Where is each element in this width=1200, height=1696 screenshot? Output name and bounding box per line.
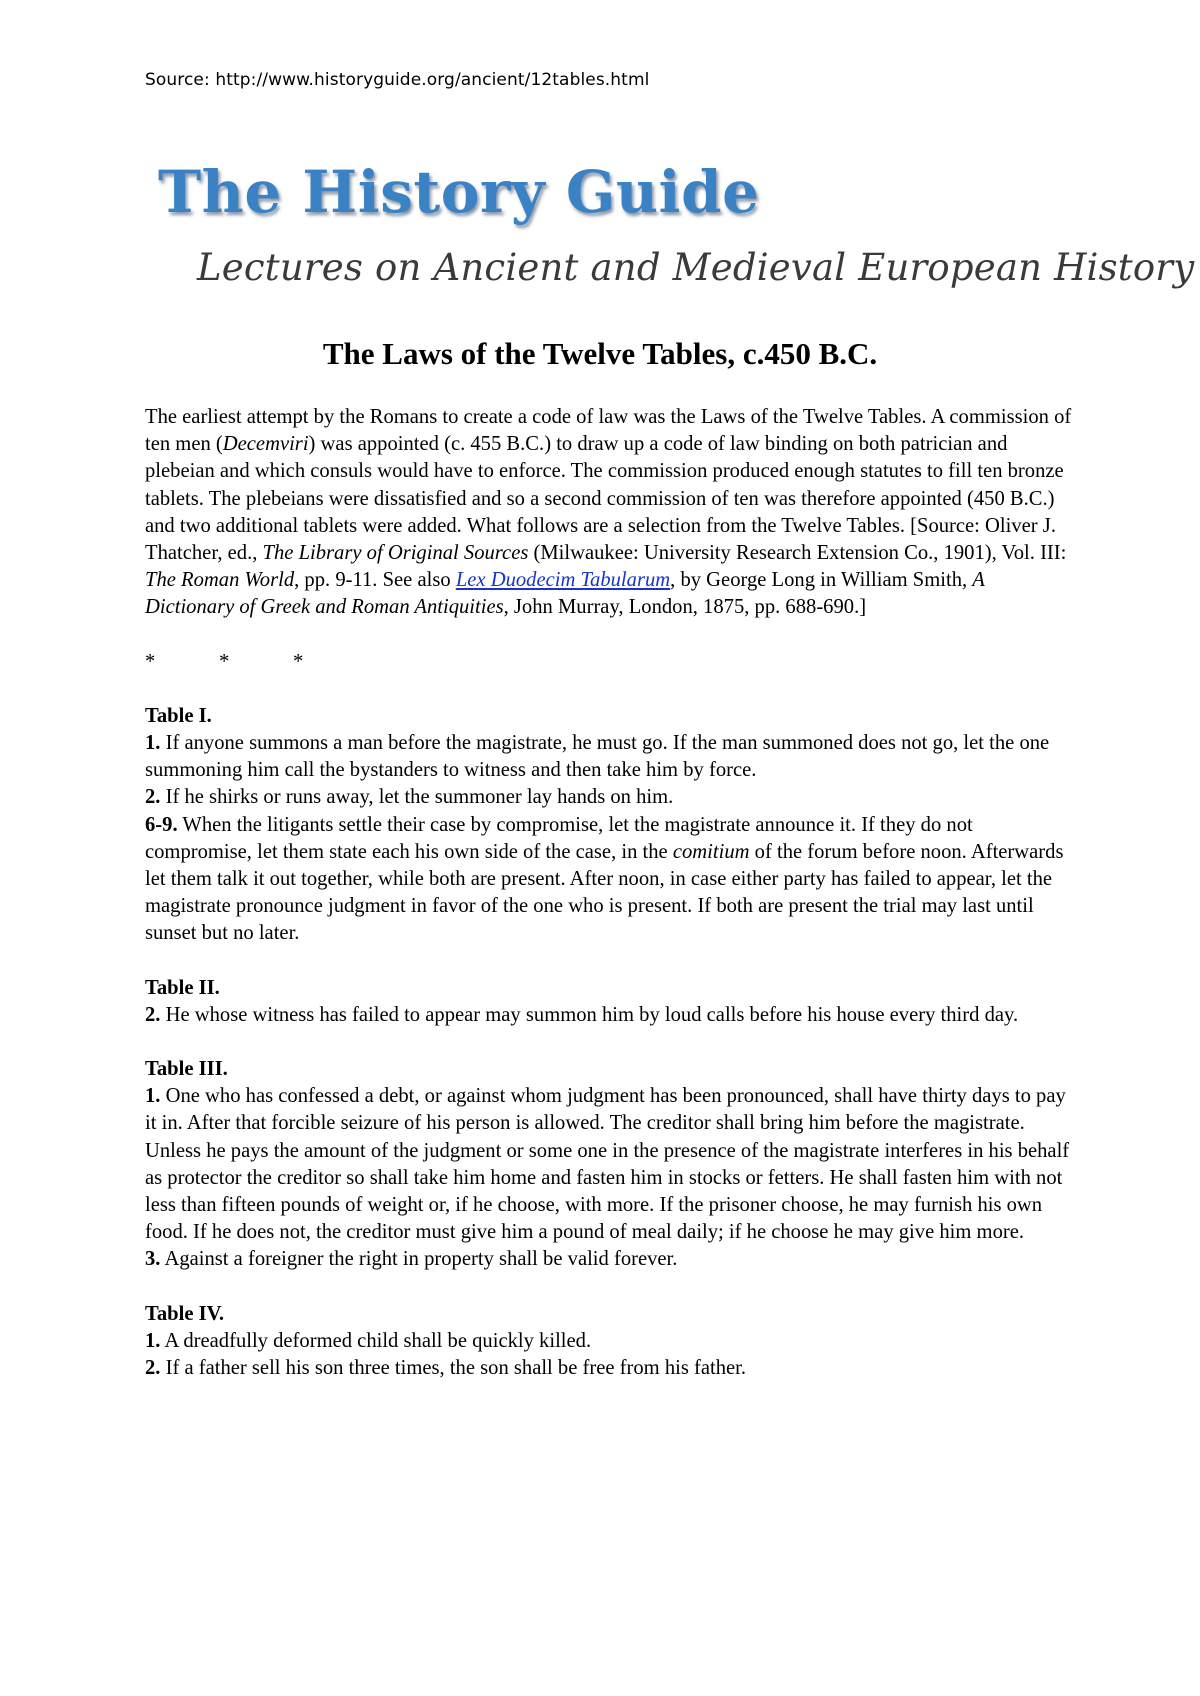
law-item [145, 1246, 1075, 1273]
law-text: If anyone summons a man before the magistrate, he must go. If the man summoned does not go, let the one summoning him call the bystanders to witness and then take him by force. [145, 732, 1050, 782]
intro-text: The earliest attempt by the Romans to create a code of law was the Laws of the Twelve Tables. A commission of ten men ( [145, 406, 1072, 456]
table-heading: Table IV. [145, 1302, 224, 1325]
law-text: If he shirks or runs away, let the summoner lay hands on him. [160, 786, 674, 809]
intro-book-title: The Library of Original Sources [262, 542, 529, 565]
law-item [145, 784, 1075, 811]
intro-text: ) was appointed (c. 455 B.C.) to draw up a code of law binding on both patrician and plebeian and which consuls would have to enforce. The commission produced enough statutes to fill ten bronze tablets. The plebeians were dissatisfied and so a second commission of ten was therefore appointed (450 B.C.) and two additional tablets were added. What follows are a selection from the Twelve Tables. [Source: Oliver J. Thatcher, ed., [145, 433, 1064, 565]
law-item [145, 1002, 1075, 1029]
law-number: 2. [145, 1003, 161, 1026]
document-body [145, 404, 1075, 1382]
law-number: 6-9. [145, 813, 178, 836]
page-title: The Laws of the Twelve Tables, c.450 B.C. [322, 336, 878, 371]
site-logo-title: The History Guide [158, 158, 760, 226]
intro-text: , John Murray, London, 1875, pp. 688-690.] [503, 596, 867, 619]
law-item [145, 730, 1075, 784]
law-text: One who has confessed a debt, or against whom judgment has been pronounced, shall have thirty days to pay it in. After that forcible seizure of his person is allowed. The creditor shall bring him before the magistrate. Unless he pays the amount of the judgment or some one in the presence of the magistrate interferes in his behalf as protector the creditor so shall take him home and fasten him in stocks or fetters. He shall fasten him with not less than fifteen pounds of weight or, if he choose, with more. If the prisoner choose, he may furnish his own food. If he does not, the creditor must give him a pound of meal daily; if he choose he may give him more. [145, 1085, 1070, 1244]
law-number: 2. [145, 786, 161, 809]
law-number: 1. [145, 1329, 161, 1352]
source-url: Source: http://www.historyguide.org/ancient/12tables.html [145, 70, 650, 90]
law-number: 3. [145, 1248, 161, 1271]
law-number: 1. [145, 732, 161, 755]
intro-text: , by George Long in William Smith, [670, 569, 973, 592]
law-text: Against a foreigner the right in property shall be valid forever. [160, 1248, 678, 1271]
intro-book-title: The Roman World [145, 569, 295, 592]
law-item [145, 1083, 1075, 1246]
separator-star: * [145, 650, 156, 673]
separator-star: * [219, 650, 230, 673]
law-number: 1. [145, 1085, 161, 1108]
table-heading: Table III. [145, 1058, 228, 1081]
section-separator [145, 649, 1075, 676]
intro-text: , pp. 9-11. See also [294, 569, 456, 592]
law-item [145, 812, 1075, 948]
law-number: 2. [145, 1357, 161, 1380]
law-item [145, 1328, 1075, 1355]
table-heading: Table I. [145, 704, 212, 727]
lex-duodecim-link[interactable]: Lex Duodecim Tabularum [455, 569, 671, 592]
law-text: If a father sell his son three times, the son shall be free from his father. [160, 1357, 747, 1380]
law-item [145, 1355, 1075, 1382]
law-term-comitium: comitium [672, 840, 750, 863]
intro-book-title: A Dictionary of Greek and Roman Antiquities [145, 569, 985, 619]
site-logo-subtitle: Lectures on Ancient and Medieval European History [197, 246, 1195, 289]
law-text: of the forum before noon. Afterwards let them talk it out together, while both are present. After noon, in case either party has failed to appear, let the magistrate pronounce judgment in favor of the one who is present. If both are present the trial may last until sunset but no later. [145, 840, 1064, 945]
intro-text: (Milwaukee: University Research Extension Co., 1901), Vol. III: [528, 542, 1067, 565]
separator-star: * [293, 650, 304, 673]
intro-paragraph [145, 404, 1075, 622]
intro-decemviri: Decemviri [222, 433, 309, 456]
law-text: When the litigants settle their case by compromise, let the magistrate announce it. If they do not compromise, let them state each his own side of the case, in the [145, 813, 973, 863]
law-text: A dreadfully deformed child shall be quickly killed. [160, 1329, 592, 1352]
law-text: He whose witness has failed to appear may summon him by loud calls before his house every third day. [160, 1003, 1019, 1026]
table-heading: Table II. [145, 976, 220, 999]
